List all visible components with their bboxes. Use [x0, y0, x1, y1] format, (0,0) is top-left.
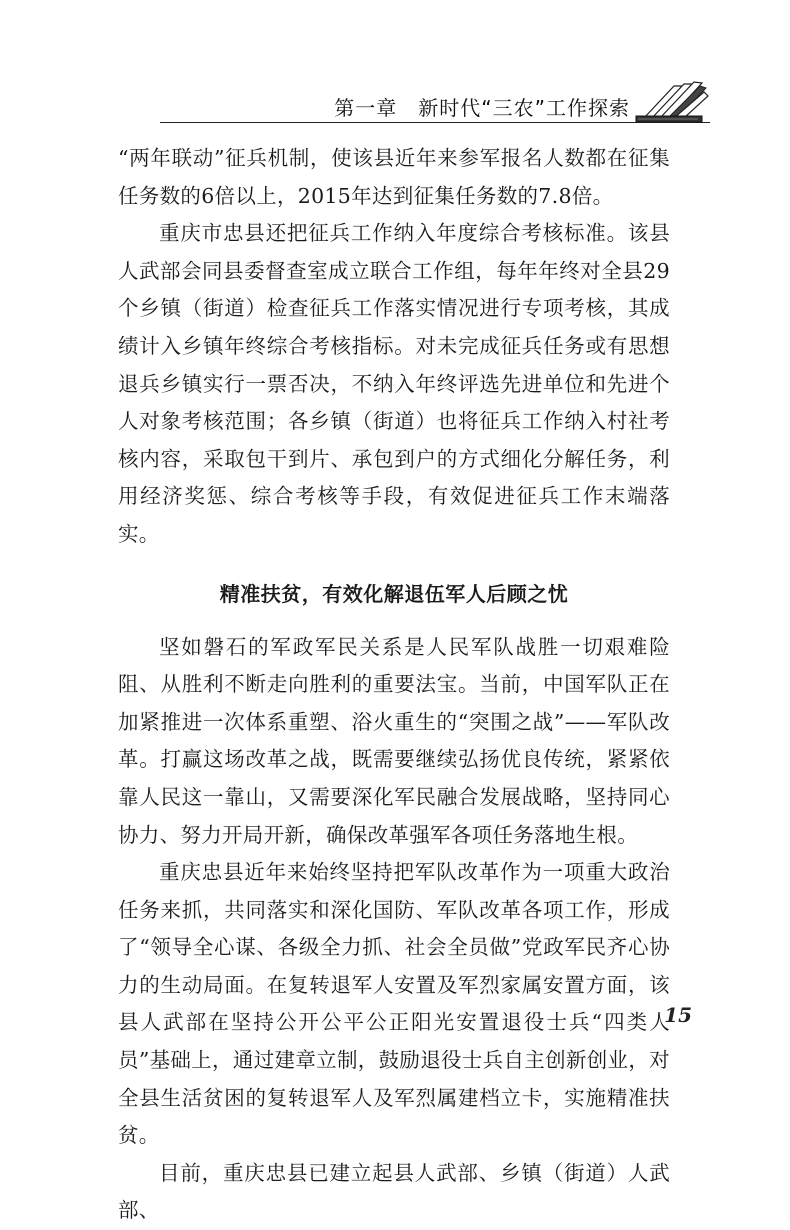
body-text: [118, 140, 670, 1230]
paragraph-1: “两年联动”征兵机制，使该县近年来参军报名人数都在征集任务数的6倍以上，2015年达到征集任务数的7.8倍。: [118, 146, 670, 208]
paragraph-5: 目前，重庆忠县已建立起县人武部、乡镇（街道）人武部、: [118, 1160, 670, 1223]
stacked-books-icon: [634, 78, 710, 124]
paragraph-2: 重庆市忠县还把征兵工作纳入年度综合考核标准。该县人武部会同县委督查室成立联合工作组，每年年终对全县29个乡镇（街道）检查征兵工作落实情况进行专项考核，其成绩计入乡镇年终综合考核指标。对未完成征兵任务或有思想退兵乡镇实行一票否决，不纳入年终评选先进单位和先进个人对象考核范围；各乡镇（街道）也将征兵工作纳入村社考核内容，采取包干到片、承包到户的方式细化分解任务，利用经济奖惩、综合考核等手段，有效促进征兵工作末端落实。: [118, 221, 670, 546]
paragraph-3: 坚如磐石的军政军民关系是人民军队战胜一切艰难险阻、从胜利不断走向胜利的重要法宝。当前，中国军队正在加紧推进一次体系重塑、浴火重生的“突围之战”——军队改革。打赢这场改革之战，既需要继续弘扬优良传统，紧紧依靠人民这一靠山，又需要深化军民融合发展战略，坚持同心协力、努力开局开新，确保改革强军各项任务落地生根。: [118, 634, 670, 847]
section-heading: 精准扶贫，有效化解退伍军人后顾之忧: [219, 581, 569, 606]
header-rule: [160, 122, 710, 123]
running-header: [120, 78, 710, 128]
paragraph-4: 重庆忠县近年来始终坚持把军队改革作为一项重大政治任务来抓，共同落实和深化国防、军队改革各项工作，形成了“领导全心谋、各级全力抓、社会全员做”党政军民齐心协力的生动局面。在复转退军人安置及军烈家属安置方面，该县人武部在坚持公开公平公正阳光安置退役士兵“四类人员”基础上，通过建章立制，鼓励退役士兵自主创新创业，对全县生活贫困的复转退军人及军烈属建档立卡，实施精准扶贫。: [118, 860, 670, 1148]
page-number: 15: [664, 1003, 692, 1027]
chapter-title: 第一章 新时代“三农”工作探索: [334, 96, 630, 120]
